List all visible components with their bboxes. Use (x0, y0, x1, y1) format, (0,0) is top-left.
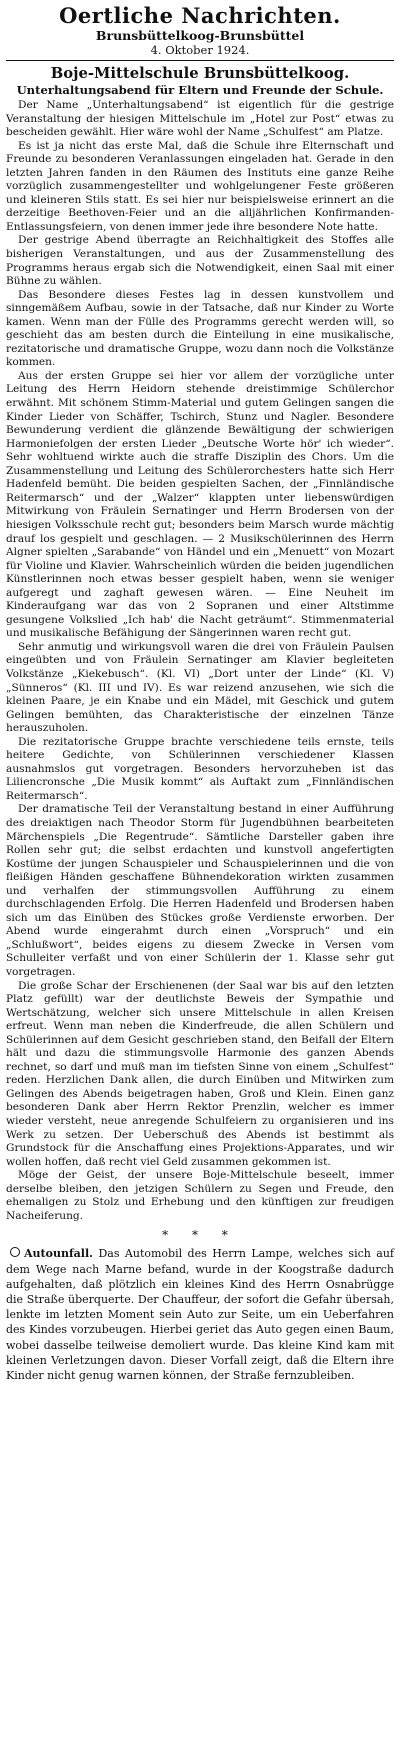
article-paragraph: Es ist ja nicht das erste Mal, daß die Schule ihre Elternschaft und Freunde zu besonderen Veranlassungen eingeladen hat. Gerade in den letzten Jahren fanden in den Räumen des Instituts eine ganze Reihe vorzüglich zusammengestellter und wohlgelungener Feste größeren und kleineren Stils statt. Es sei hier nur beispielsweise erinnert an die derzeitige Beethoven-Feier und an die alljährlichen Konfirmanden-Entlassungsfeiern, von denen immer jede ihre besondere Note hatte. (6, 139, 394, 233)
section-divider: * * * (162, 1228, 238, 1243)
article-paragraph: Das Besondere dieses Festes lag in dessen kunstvollem und sinngemäßem Aufbau, sowie in der Tatsache, daß nur Kinder zu Worte kamen. Wenn man der Fülle des Programms gerecht werden will, so geschieht das am besten durch die Einteilung in eine musikalische, rezitatorische und dramatische Gruppe, wozu dann noch die Volkstänze kommen. (6, 288, 394, 369)
article-paragraph: Der dramatische Teil der Veranstaltung bestand in einer Aufführung des dreiaktigen nach Theodor Storm für Jugendbühnen bearbeiteten Märchenspiels „Die Regentrude“. Sämtliche Darsteller gaben ihre Rollen sehr gut; die selbst erdachten und kunstvoll angefertigten Kostüme der jungen Schauspieler und Schauspielerinnen und die von fleißigen Händen geschaffene Bühnendekoration wirkten zusammen und verhalfen der stimmungsvollen Aufführung zu einem durchschlagenden Erfolg. Die Herren Hadenfeld und Brodersen haben sich um das Einüben des Stückes große Verdienste erworben. Der Abend wurde eingerahmt durch einen „Vorspruch“ und ein „Schlußwort“, beides eigens zu diesem Zwecke in Versen vom Schulleiter verfaßt und von einer Schülerin der 1. Klasse sehr gut vorgetragen. (6, 803, 394, 978)
news-item-autounfall (6, 1246, 394, 1383)
news-paragraph (6, 1246, 394, 1383)
article-paragraph: Möge der Geist, der unsere Boje-Mittelschule beseelt, immer derselbe bleiben, den jetzigen Schülern zu Segen und Freude, den ehemaligen zu Stolz und Erhebung und den künftigen zur freudigen Nacheiferung. (6, 1169, 394, 1222)
article-paragraph: Der Name „Unterhaltungsabend“ ist eigentlich für die gestrige Veranstaltung der hiesigen Mittelschule im „Hotel zur Post“ etwas zu bescheiden gewählt. Hier wäre wohl der Name „Schulfest“ am Platze. (6, 99, 394, 139)
section-title: Oertliche Nachrichten. (59, 3, 341, 28)
article-paragraph: Die große Schar der Erschienenen (der Saal war bis auf den letzten Platz gefüllt) war der deutlichste Beweis der Sympathie und Wertschätzung, welcher sich unsere Mittelschule in allen Kreisen erfreut. Wenn man neben die Kinderfreude, die allen Schülern und Schülerinnen auf dem Gesicht geschrieben stand, den Beifall der Eltern hält und dazu die stimmungsvolle Harmonie des ganzen Abends rechnet, so darf und muß man im tiefsten Sinne von einem „Schulfest“ reden. Herzlichen Dank allen, die durch Einüben und Mitwirken zum Gelingen des Abends beigetragen haben, Groß und Klein. Einen ganz besonderen Dank aber Herrn Rektor Prenzlin, welcher es immer wieder versteht, neue anregende Schulfeiern zu organisieren und ins Werk zu setzen. Der Ueberschuß des Abends ist bestimmt als Grundstock für die Anschaffung eines Projektions-Apparates, und wir wollen hoffen, daß recht viel Geld zusammen gekommen ist. (6, 979, 394, 1168)
article-subheading: Unterhaltungsabend für Eltern und Freunde der Schule. (16, 83, 384, 97)
article-paragraph: Die rezitatorische Gruppe brachte verschiedene teils ernste, teils heitere Gedichte, von Schülerinnen verschiedener Klassen ausnahmslos gut vorgetragen. Besonders hervorzuheben ist das Liliencronsche „Die Musik kommt“ als Auftakt zum „Finnländischen Reitermarsch“. (6, 735, 394, 802)
article-paragraph: Der gestrige Abend überragte an Reichhaltigkeit des Stoffes alle bisherigen Veranstaltungen, und aus der Zusammenstellung des Programms heraus ergab sich die Notwendigkeit, einen Saal mit einer Bühne zu wählen. (6, 234, 394, 288)
section-subtitle: Brunsbüttelkoog-Brunsbüttel (95, 28, 305, 43)
issue-date: 4. Oktober 1924. (150, 43, 250, 57)
header-rule (6, 60, 394, 61)
article-paragraph: Sehr anmutig und wirkungsvoll waren die drei von Fräulein Paulsen eingeübten und von Fräulein Sernatinger am Klavier begleiteten Volkstänze „Kiekebusch“. (Kl. VI) „Dort unter der Linde“ (Kl. V) „Sünneros“ (Kl. III und IV). Es war reizend anzusehen, wie sich die kleinen Paare, je ein Knabe und ein Mädel, mit Geschick und gutem Gelingen bemühten, das Charakteristische der einzelnen Tänze herauszuholen. (6, 640, 394, 735)
news-text: Das Automobil des Herrn Lampe, welches sich auf dem Wege nach Marne befand, wurde in der Koogstraße dadurch aufgehalten, daß plötzlich ein kleines Kind des Herrn Osnabrügge die Straße überquerte. Der Chauffeur, der sofort die Gefahr übersah, lenkte im letzten Moment sein Auto zur Seite, um ein Ueberfahren des Kindes vorzubeugen. Hierbei geriet das Auto gegen einen Baum, wobei dasselbe teilweise demoliert wurde. Das kleine Kind kam mit kleinen Verletzungen davon. Dieser Vorfall zeigt, daß die Eltern ihre Kinder nicht genug warnen können, der Straße fernzubleiben. (6, 1247, 394, 1383)
article-schulfest (6, 65, 394, 1223)
masthead (6, 4, 394, 57)
circle-icon (10, 1247, 20, 1257)
article-paragraph: Aus der ersten Gruppe sei hier vor allem der vorzügliche unter Leitung des Herrn Heidorn stehende dreistimmige Schülerchor erwähnt. Mit schönem Stimm-Material und gutem Gelingen sangen die Kinder Lieder von Schäffer, Tschirch, Stunz und Nagler. Besondere Bewunderung verdient die glänzende Bewältigung der schwierigen Harmoniefolgen der ersten Lieder „Deutsche Worte hör' ich wieder“. Sehr wohltuend wirkte auch die straffe Disziplin des Chors. Um die Zusammenstellung und Leitung des Schülerorchesters hatte sich Herr Hadenfeld bemüht. Die beiden gespielten Sachen, der „Finnländische Reitermarsch“ und der „Walzer“ klappten unter liebenswürdigen Mitwirkung von Fräulein Sernatinger und Herrn Brodersen von der hiesigen Volksschule recht gut; besonders beim Marsch wurde mächtig drauf los gespielt und geschlagen. — 2 Musikschülerinnen des Herrn Algner spielten „Sarabande“ von Händel und ein „Menuett“ von Mozart für Violine und Klavier. Wahrscheinlich würden die beiden jugendlichen Künstlerinnen noch etwas besser gespielt haben, wenn sie weniger aufgeregt und zaghaft gewesen wären. — Eine Neuheit im Kinderaufgang war das von 2 Sopranen und einer Altstimme gesungene Volkslied „Ich hab' die Nacht geträumt“. Stimmenmaterial und musikalische Befähigung der Sängerinnen waren recht gut. (6, 369, 394, 640)
news-lead: Autounfall. (24, 1247, 93, 1261)
article-body (6, 99, 394, 1223)
article-heading: Boje-Mittelschule Brunsbüttelkoog. (50, 65, 350, 82)
